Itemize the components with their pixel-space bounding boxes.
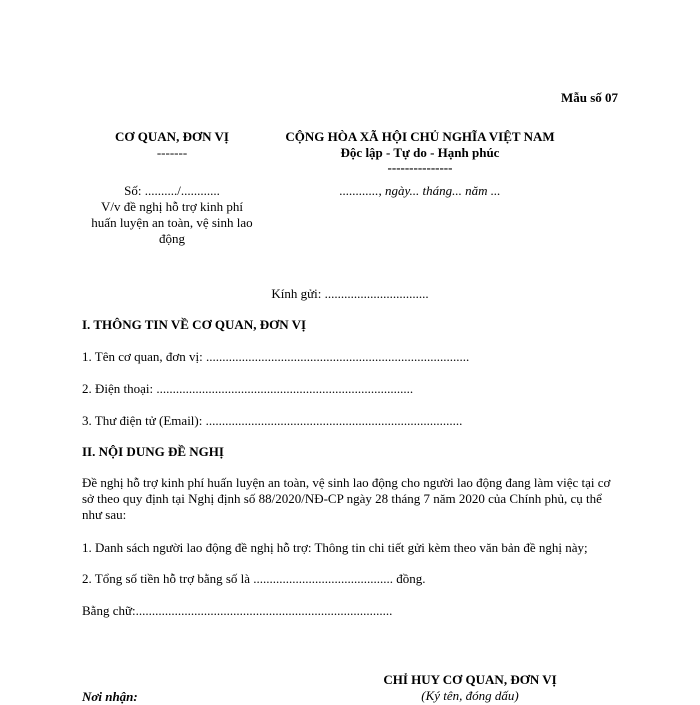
- recipient-line: Kính gửi: ................................: [271, 286, 429, 301]
- phone-field: 2. Điện thoại: ...............................................................................: [82, 381, 414, 396]
- signer-title: CHỈ HUY CƠ QUAN, ĐƠN VỊ: [383, 672, 557, 687]
- agency-rule: -------: [156, 145, 188, 160]
- motto-rule: ---------------: [387, 160, 453, 175]
- motto: Độc lập - Tự do - Hạnh phúc: [340, 145, 500, 160]
- subject-line-1: V/v đề nghị hỗ trợ kinh phí: [101, 199, 243, 214]
- section-2-title: II. NỘI DUNG ĐỀ NGHỊ: [82, 444, 224, 459]
- signer-note: (Ký tên, đóng dấu): [421, 688, 519, 703]
- form-code: Mẫu số 07: [560, 90, 618, 105]
- country-name: CỘNG HÒA XÃ HỘI CHỦ NGHĨA VIỆT NAM: [285, 129, 555, 144]
- date-line: ............, ngày... tháng... năm ...: [339, 183, 501, 198]
- agency-name-field: 1. Tên cơ quan, đơn vị: .................................................................................: [82, 349, 470, 364]
- amount-in-words: Bằng chữ:...............................................................................: [82, 603, 393, 618]
- email-field: 3. Thư điện tử (Email): ...............................................................................: [82, 413, 463, 428]
- recipients-label: Nơi nhận:: [82, 689, 138, 704]
- subject-line-3: động: [159, 231, 185, 246]
- request-paragraph: Đề nghị hỗ trợ kinh phí huấn luyện an toàn, vệ sinh lao động cho người lao động đang làm việc tại cơ sở theo quy định tại Nghị định số 88/2020/NĐ-CP ngày 28 tháng 7 năm 2020 của Chính phủ, cụ thể như sau:: [82, 475, 611, 522]
- employee-list-item: 1. Danh sách người lao động đề nghị hỗ trợ: Thông tin chi tiết gửi kèm theo văn bản đề nghị này;: [82, 540, 588, 555]
- subject-line-2: huấn luyện an toàn, vệ sinh lao: [91, 215, 253, 230]
- total-amount-item: 2. Tổng số tiền hỗ trợ bằng số là ........................................... đồng.: [82, 571, 426, 586]
- document-number: Số: ........../............: [124, 183, 220, 198]
- agency-label: CƠ QUAN, ĐƠN VỊ: [115, 129, 229, 144]
- section-1-title: I. THÔNG TIN VỀ CƠ QUAN, ĐƠN VỊ: [82, 317, 307, 332]
